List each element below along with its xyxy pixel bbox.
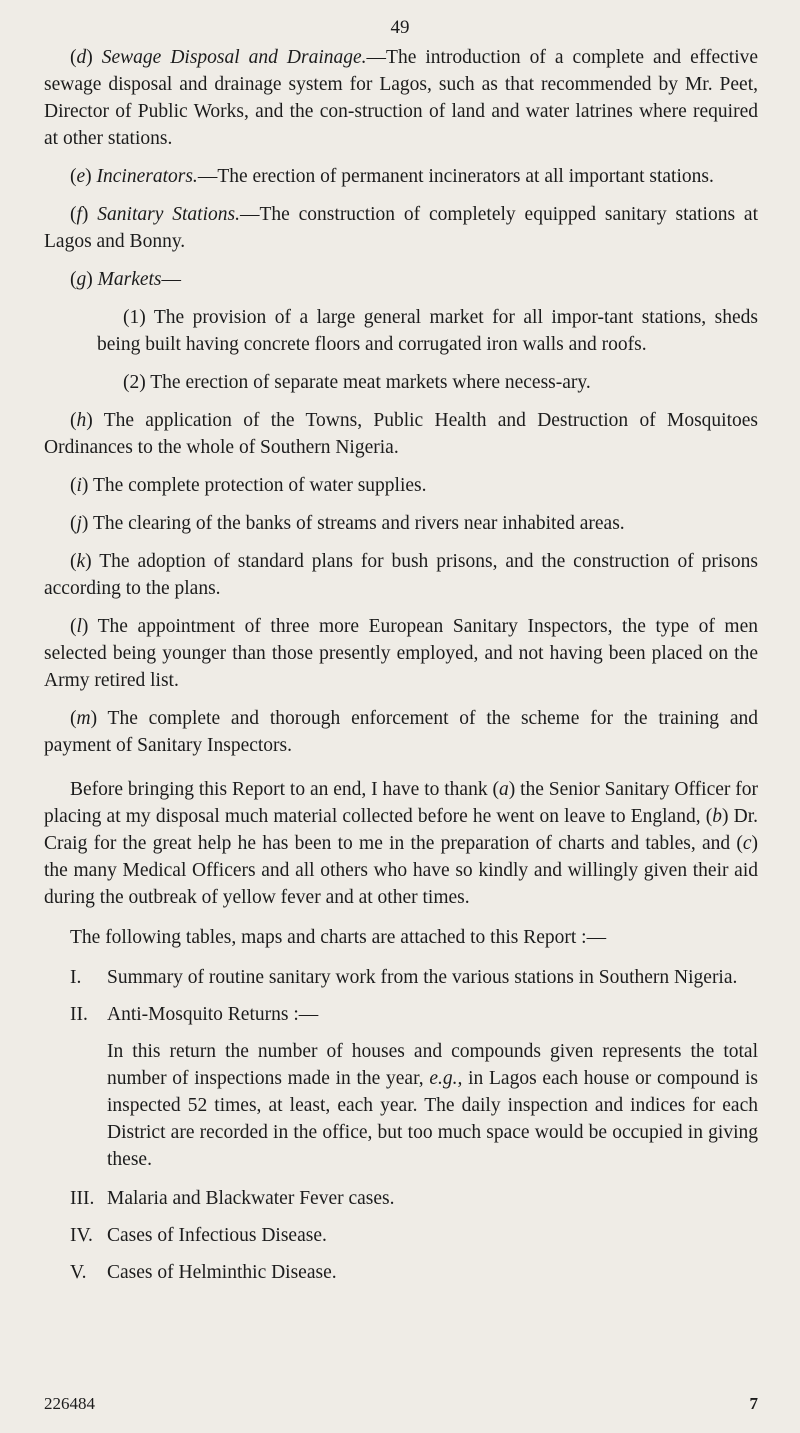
item-m: (m) The complete and thorough enforcement of the scheme for the training and payment of Sanitary Inspectors. [44,708,758,756]
print-code: 226484 [44,1394,95,1413]
table-list-item: II. Anti-Mosquito Returns :— [70,1004,319,1025]
item-e: (e) Incinerators.—The erection of permanent incinerators at all important stations. [70,166,714,187]
item-k: (k) The adoption of standard plans for bush prisons, and the construction of prisons according to the plans. [44,551,758,599]
table-list-item: III. Malaria and Blackwater Fever cases. [70,1188,395,1209]
item-g-2: (2) The erection of separate meat markets where necess-ary. [123,372,591,393]
item-h: (h) The application of the Towns, Public Health and Destruction of Mosquitoes Ordinances to the whole of Southern Nigeria. [44,410,758,458]
item-d: (d) Sewage Disposal and Drainage.—The introduction of a complete and effective sewage disposal and drainage system for Lagos, such as that recommended by Mr. Peet, Director of Public Works, and the con-struction of land and water latrines where required at other stations. [44,47,759,149]
item-e-title: Incinerators. [96,166,198,187]
thanks-paragraph: Before bringing this Report to an end, I have to thank (a) the Senior Sanitary Officer for placing at my disposal much material collected before he went on leave to England, (b) Dr. Craig for the great help he has been to me in the preparation of charts and tables, and (c) the many Medical Officers and all others who have so kindly and willingly given their aid during the outbreak of yellow fever and at other times. [44,779,759,908]
item-d-title: Sewage Disposal and Drainage. [101,47,367,68]
item-l: (l) The appointment of three more European Sanitary Inspectors, the type of men selected being younger than those presently employed, and not having been placed on the Army retired list. [44,616,758,691]
tables-intro: The following tables, maps and charts are attached to this Report :— [70,927,607,948]
item-f-title: Sanitary Stations. [97,204,240,225]
signature-mark: 7 [749,1394,758,1413]
page-content [44,44,758,1296]
item-i: (i) The complete protection of water supplies. [70,475,427,496]
anti-mosquito-note: In this return the number of houses and compounds given represents the total number of inspections made in the year, e.g., in Lagos each house or compound is inspected 52 times, at least, each year. The daily inspection and indices for each District are recorded in the office, but too much space would be occupied in giving these. [107,1041,758,1170]
item-j: (j) The clearing of the banks of streams and rivers near inhabited areas. [70,513,625,534]
page-number: 49 [390,17,410,38]
table-list-item: IV. Cases of Infectious Disease. [70,1225,327,1246]
item-g-1: (1) The provision of a large general market for all impor-tant stations, sheds being built having concrete floors and corrugated iron walls and roofs. [97,307,758,355]
item-f: (f) Sanitary Stations.—The construction of completely equipped sanitary stations at Lagos and Bonny. [44,204,759,252]
table-list-item: I. Summary of routine sanitary work from the various stations in Southern Nigeria. [70,967,738,988]
item-g: (g) Markets— [70,269,182,290]
item-g-title: Markets [97,269,162,290]
table-list-item: V. Cases of Helminthic Disease. [70,1262,337,1283]
